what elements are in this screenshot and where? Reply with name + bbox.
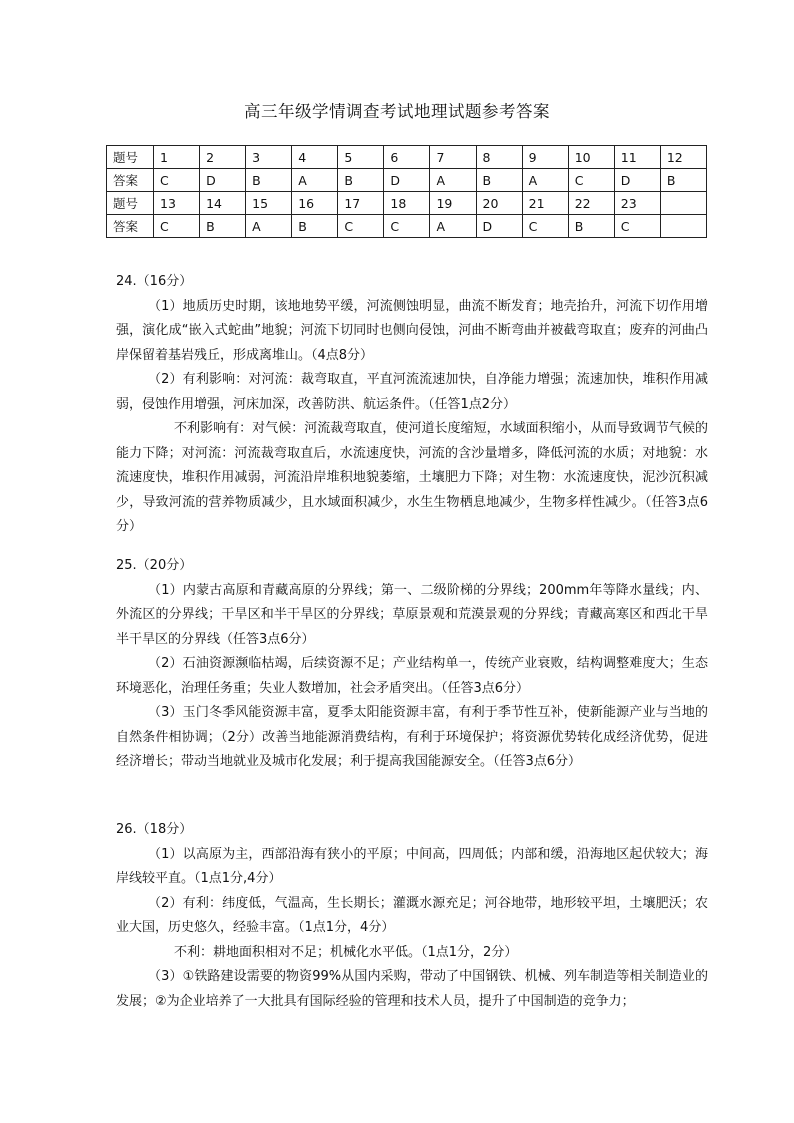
q25-part1: （1）内蒙古高原和青藏高原的分界线；第一、二级阶梯的分界线；200mm年等降水量线；内、外流区的分界线；干旱区和半干旱区的分界线；草原景观和荒漠景观的分界线；青藏高寒区和西北干旱半干旱区的分界线（任答3点6分）	[116, 582, 708, 647]
answer-table	[106, 145, 707, 238]
table-cell: A	[430, 215, 476, 238]
table-cell: 14	[200, 192, 246, 215]
table-cell: 22	[568, 192, 614, 215]
table-row	[107, 215, 707, 238]
table-row-header: 题号	[107, 192, 154, 215]
table-cell: D	[476, 215, 522, 238]
table-cell: C	[154, 215, 200, 238]
q24-part2-unfavorable: 不利影响有：对气候：河流裁弯取直，使河道长度缩短，水域面积缩小，从而导致调节气候的能力下降；对河流：河流裁弯取直后，水流速度快，河流的含沙量增多，降低河流的水质；对地貌：水流速度快，堆积作用减弱，河流沿岸堆积地貌萎缩，土壤肥力下降；对生物：水流速度快，泥沙沉积减少，导致河流的营养物质减少，且水域面积减少，水生生物栖息地减少，生物多样性减少。（任答3点6分）	[116, 421, 708, 534]
table-cell: 10	[568, 146, 614, 169]
table-cell: 9	[522, 146, 568, 169]
table-cell: 20	[476, 192, 522, 215]
table-cell: D	[614, 169, 660, 192]
table-row	[107, 169, 707, 192]
question-26	[116, 818, 708, 1014]
table-cell: 11	[614, 146, 660, 169]
table-cell: 4	[292, 146, 338, 169]
question-24	[116, 270, 708, 540]
table-cell: A	[522, 169, 568, 192]
q25-heading: 25.（20分）	[116, 558, 193, 573]
table-cell: 8	[476, 146, 522, 169]
q26-part2-unfavorable: 不利：耕地面积相对不足；机械化水平低。（1点1分，2分）	[174, 944, 518, 960]
table-cell: B	[338, 169, 384, 192]
table-cell: 7	[430, 146, 476, 169]
q26-part1: （1）以高原为主，西部沿海有狭小的平原；中间高，四周低；内部和缓，沿海地区起伏较大；海岸线较平直。（1点1分,4分）	[116, 846, 708, 886]
table-cell: 12	[660, 146, 706, 169]
table-cell: 23	[614, 192, 660, 215]
table-cell: 21	[522, 192, 568, 215]
table-cell: 19	[430, 192, 476, 215]
table-cell	[660, 192, 706, 215]
table-cell: C	[338, 215, 384, 238]
table-cell: D	[200, 169, 246, 192]
q26-heading: 26.（18分）	[116, 822, 193, 837]
table-row-header: 题号	[107, 146, 154, 169]
q24-heading: 24.（16分）	[116, 274, 193, 289]
table-cell	[660, 215, 706, 238]
table-cell: 16	[292, 192, 338, 215]
q25-part3: （3）玉门冬季风能资源丰富，夏季太阳能资源丰富，有利于季节性互补，使新能源产业与当地的自然条件相协调；（2分）改善当地能源消费结构，有利于环境保护；将资源优势转化成经济优势，促进经济增长；带动当地就业及城市化发展；利于提高我国能源安全。（任答3点6分）	[116, 705, 708, 769]
table-cell: 5	[338, 146, 384, 169]
page-title: 高三年级学情调查考试地理试题参考答案	[244, 102, 550, 121]
table-cell: B	[246, 169, 292, 192]
table-cell: B	[476, 169, 522, 192]
question-25	[116, 554, 708, 775]
table-cell: B	[200, 215, 246, 238]
table-cell: C	[384, 215, 430, 238]
table-cell: B	[568, 215, 614, 238]
table-cell: 2	[200, 146, 246, 169]
q26-part3: （3）①铁路建设需要的物资99%从国内采购，带动了中国钢铁、机械、列车制造等相关制造业的发展；②为企业培养了一大批具有国际经验的管理和技术人员，提升了中国制造的竞争力；	[116, 969, 708, 1009]
table-cell: 13	[154, 192, 200, 215]
table-cell: C	[522, 215, 568, 238]
table-row-header: 答案	[107, 169, 154, 192]
table-cell: 3	[246, 146, 292, 169]
q24-part2: （2）有利影响：对河流：裁弯取直，平直河流流速加快，自净能力增强；流速加快，堆积作用减弱，侵蚀作用增强，河床加深，改善防洪、航运条件。（任答1点2分）	[116, 372, 708, 412]
table-cell: 6	[384, 146, 430, 169]
table-cell: 18	[384, 192, 430, 215]
table-cell: 15	[246, 192, 292, 215]
table-cell: B	[292, 215, 338, 238]
table-cell: D	[384, 169, 430, 192]
q24-part1: （1）地质历史时期，该地地势平缓，河流侧蚀明显，曲流不断发育；地壳抬升，河流下切作用增强，演化成“嵌入式蛇曲”地貌；河流下切同时也侧向侵蚀，河曲不断弯曲并被截弯取直；废弃的河曲凸岸保留着基岩残丘，形成离堆山。（4点8分）	[116, 298, 708, 363]
table-cell: C	[568, 169, 614, 192]
table-cell: C	[614, 215, 660, 238]
table-cell: C	[154, 169, 200, 192]
table-cell: A	[430, 169, 476, 192]
table-cell: 1	[154, 146, 200, 169]
table-cell: 17	[338, 192, 384, 215]
table-row-header: 答案	[107, 215, 154, 238]
table-cell: B	[660, 169, 706, 192]
q25-part2: （2）石油资源濒临枯竭，后续资源不足；产业结构单一，传统产业衰败，结构调整难度大；生态环境恶化，治理任务重；失业人数增加，社会矛盾突出。（任答3点6分）	[116, 656, 708, 696]
table-cell: A	[246, 215, 292, 238]
table-cell: A	[292, 169, 338, 192]
table-row	[107, 192, 707, 215]
q26-part2: （2）有利：纬度低，气温高，生长期长；灌溉水源充足；河谷地带，地形较平坦，土壤肥沃；农业大国，历史悠久，经验丰富。（1点1分，4分）	[116, 895, 708, 935]
table-row	[107, 146, 707, 169]
